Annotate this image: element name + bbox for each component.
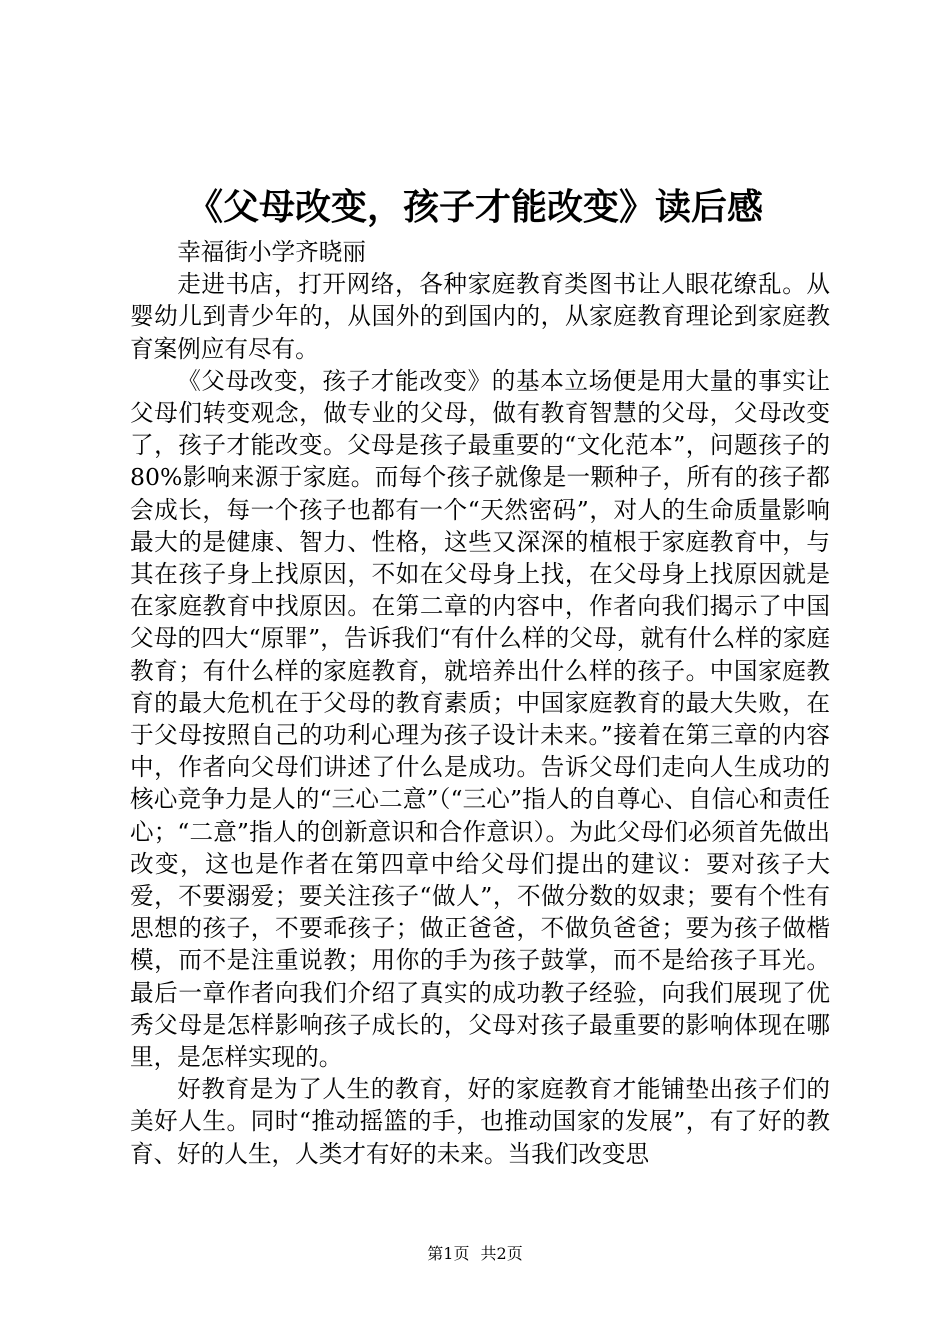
document-title: 《父母改变，孩子才能改变》读后感	[186, 186, 763, 228]
page-footer	[0, 1243, 950, 1265]
document-body	[130, 236, 830, 1170]
paragraph-1: 走进书店，打开网络，各种家庭教育类图书让人眼花缭乱。从婴幼儿到青少年的，从国外的到国内的，从家庭教育理论到家庭教育案例应有尽有。	[130, 270, 830, 363]
page-total: 共2页	[480, 1244, 523, 1263]
author-line: 幸福街小学齐晓丽	[177, 238, 366, 266]
paragraph-2: 《父母改变，孩子才能改变》的基本立场便是用大量的事实让父母们转变观念，做专业的父母，做有教育智慧的父母，父母改变了，孩子才能改变。父母是孩子最重要的“文化范本”，问题孩子的80%影响来源于家庭。而每个孩子就像是一颗种子，所有的孩子都会成长，每一个孩子也都有一个“天然密码”，对人的生命质量影响最大的是健康、智力、性格，这些又深深的植根于家庭教育中，与其在孩子身上找原因，不如在父母身上找，在父母身上找原因就是在家庭教育中找原因。在第二章的内容中，作者向我们揭示了中国父母的四大“原罪”，告诉我们“有什么样的父母，就有什么样的家庭教育；有什么样的家庭教育，就培养出什么样的孩子。中国家庭教育的最大危机在于父母的教育素质；中国家庭教育的最大失败，在于父母按照自己的功利心理为孩子设计未来。”接着在第三章的内容中，作者向父母们讲述了什么是成功。告诉父母们走向人生成功的核心竞争力是人的“三心二意”（“三心”指人的自尊心、自信心和责任心；“二意”指人的创新意识和合作意识）。为此父母们必须首先做出改变，这也是作者在第四章中给父母们提出的建议：要对孩子大爱，不要溺爱；要关注孩子“做人”，不做分数的奴隶；要有个性有思想的孩子，不要乖孩子；做正爸爸，不做负爸爸；要为孩子做楷模，而不是注重说教；用你的手为孩子鼓掌，而不是给孩子耳光。最后一章作者向我们介绍了真实的成功教子经验，向我们展现了优秀父母是怎样影响孩子成长的，父母对孩子最重要的影响体现在哪里，是怎样实现的。	[130, 366, 830, 1072]
page-number: 第1页	[427, 1244, 470, 1263]
paragraph-3: 好教育是为了人生的教育，好的家庭教育才能铺垫出孩子们的美好人生。同时“推动摇篮的手，也推动国家的发展”，有了好的教育、好的人生，人类才有好的未来。当我们改变思	[130, 1075, 830, 1168]
